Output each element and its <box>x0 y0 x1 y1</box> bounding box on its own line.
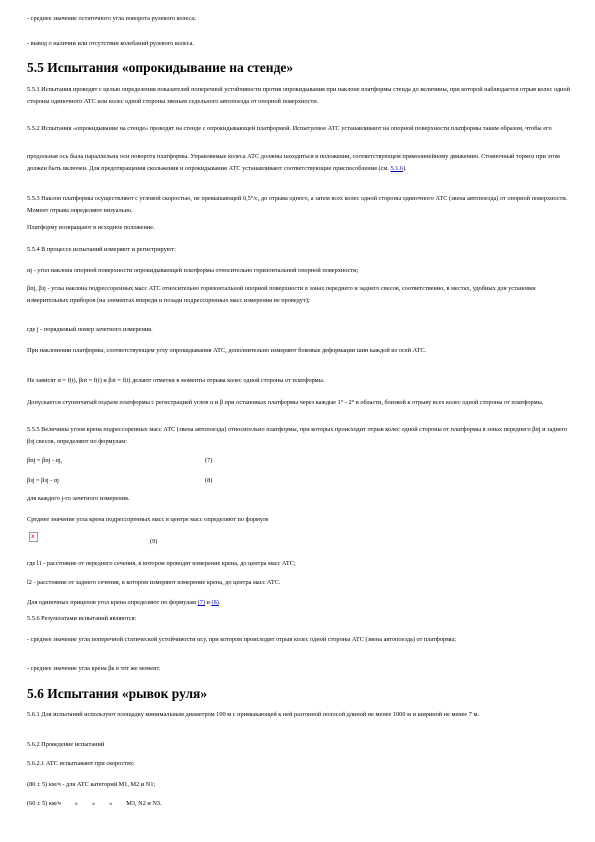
paragraph-5-6-1: 5.6.1 Для испытаний используют площадку минимальным диаметром 100 м с примыкающей к ней разгонной полосой длиной не менее 1000 м и шириной не менее 7 м. <box>27 711 480 718</box>
section-heading-5-6: 5.6 Испытания «рывок руля» <box>27 686 208 701</box>
paragraph-5-5-5-d: где l1 - расстояние от переднего сечения, в котором проводят измерение крена, до центра масс АТС; <box>27 560 296 567</box>
paragraph-end: . <box>218 599 221 606</box>
link-formula-8[interactable]: (8) <box>211 599 219 606</box>
formula-9-number: (9) <box>150 538 158 545</box>
paragraph-5-5-4-c: где j - порядковый номер зачетного измерения. <box>27 326 153 333</box>
broken-image-icon <box>29 532 38 542</box>
ditto-mark-1: » <box>74 800 78 807</box>
paragraph-5-5-2: 5.5.2 Испытания «опрокидывание на стенде» проводят на стенде с опрокидывающей платформой. Испытуемое АТС устанавливают на опорной поверхности платформы таким образом, чтобы его <box>27 125 552 132</box>
formula-7-expression: βпj = βпj - αj, <box>27 457 63 464</box>
paragraph-5-5-4-a: αj - угол наклона опорной поверхности опрокидывающей платформы относительно горизонтальной опорной поверхности; <box>27 267 359 274</box>
paragraph-5-5-3: 5.5.3 Наклон платформы осуществляют с угловой скоростью, не превышающей 0,5°/с, до отрыва одного, а затем всех колес одной стороны одиночного АТС (звена автопоезда) от опорной поверхности. Момент отрыва определяют визуально. <box>27 195 568 214</box>
paragraph-5-5-4-f: Допускается ступенчатый подъем платформы с регистрацией углов α и β при остановках платформы через каждые 1° - 2° в области, близкой к отрыву всех колес одной стороны от платформы. <box>27 399 544 406</box>
paragraph-5-5-4-d: При наклонении платформы, соответствующем углу опрокидывания АТС, дополнительно измеряют боковые деформации шин каждой из осей АТС. <box>27 347 427 354</box>
section-heading-5-5: 5.5 Испытания «опрокидывание на стенде» <box>27 60 294 75</box>
paragraph-5-5-4-e: Не зависят α = f(t), βпt = f(t) и βзt = f(t) делают отметки в моменты отрыва колес одной стороны от платформы. <box>27 377 325 384</box>
paragraph-5-5-5-e: l2 - расстояние от заднего сечения, в котором измеряют измерение крена, до центра масс АТС. <box>27 579 281 586</box>
ditto-mark-3: » <box>109 800 113 807</box>
paragraph-5-5-5-f <box>27 597 572 609</box>
paragraph-5-5-5-c: Среднее значение угла крена подрессоренных масс в центре масс определяют по формуле <box>27 516 269 523</box>
speed-value: (60 ± 5) км/ч <box>27 800 61 807</box>
paragraph-5-5-6-b: - среднее значение угла крена βк в тот же момент. <box>27 665 161 672</box>
paragraph-text: продольная ось была параллельна оси поворота платформы. Управляемые колеса АТС должны находиться в положении, соответствующем прямолинейному движению. Стояночный тормоз при этом должен быть включен. Для предотвращения скольжения и опрокидывания АТС устанавливают соответствующие приспособления (см. <box>27 153 560 172</box>
paragraph-5-5-4-b: βпj, βзj - углы наклона подрессоренных масс АТС относительно горизонтальной опорной поверхности в зонах переднего и заднего свесов, соответственно, в местах, удобных для установки измерительных приборов (на элементах впереди и позади подрессоренных масс измерения не проведут); <box>27 285 536 304</box>
paragraph-5-5-2-cont <box>27 151 572 174</box>
paragraph-5-5-4: 5.5.4 В процессе испытаний измеряют и регистрируют: <box>27 246 176 253</box>
bullet-line-1: - среднее значение остаточного угла поворота рулевого колеса; <box>27 15 196 22</box>
conjunction: и <box>206 599 210 606</box>
paragraph-5-5-6: 5.5.6 Результатами испытаний являются: <box>27 615 137 622</box>
paragraph-5-5-3-b: Платформу возвращают в исходное положение. <box>27 224 155 231</box>
paragraph-5-5-1: 5.5.1 Испытания проводят с целью определения показателей поперечной устойчивости против опрокидывания при наклоне платформы стенда до величины, при которой наблюдается отрыв колес одной стороны одиночного АТС или колес одной стороны звеньев седельного автопоезда от опорной поверхности. <box>27 86 570 105</box>
link-5-1-6[interactable]: 5.1.6 <box>390 164 404 172</box>
speed-line-2 <box>27 798 572 810</box>
paragraph-text: Для одиночных прицепов угол крена определяют по формулам <box>27 599 197 606</box>
vehicle-categories: М3, N2 и N3. <box>126 800 162 807</box>
paragraph-5-6-2-1: 5.6.2.1 АТС испытывают при скоростях: <box>27 760 135 767</box>
formula-8-expression: βзj = βзj - αj <box>27 477 59 484</box>
formula-8-number: (8) <box>205 477 213 484</box>
formula-7 <box>27 455 572 467</box>
ditto-mark-2: » <box>91 800 96 807</box>
bullet-line-2: - вывод о наличии или отсутствии колебаний рулевого колеса. <box>27 40 195 47</box>
paragraph-5-5-6-a: - среднее значение угла поперечной статической устойчивости αсу, при котором происходит отрыв колес одной стороны АТС (звена автопоезда) от платформы; <box>27 636 457 643</box>
formula-8 <box>27 475 572 487</box>
formula-7-number: (7) <box>205 457 213 464</box>
speed-line-1: (80 ± 5) км/ч - для АТС категорий М1, М2 и N1; <box>27 781 156 788</box>
paragraph-end: ). <box>403 164 407 172</box>
paragraph-5-5-5: 5.5.5 Величины углов крена подрессоренных масс АТС (звена автопоезда) относительно платформы, при которых происходит отрыв колес одной стороны от платформы в зонах переднего βпj и заднего βзj свесов, определяют по формулам: <box>27 426 568 445</box>
broken-image-mark: x <box>31 533 35 540</box>
paragraph-5-5-5-b: для каждого j-го зачетного измерения. <box>27 495 130 502</box>
paragraph-5-6-2: 5.6.2 Проведение испытаний <box>27 741 105 748</box>
link-formula-7[interactable]: (7) <box>197 599 205 606</box>
